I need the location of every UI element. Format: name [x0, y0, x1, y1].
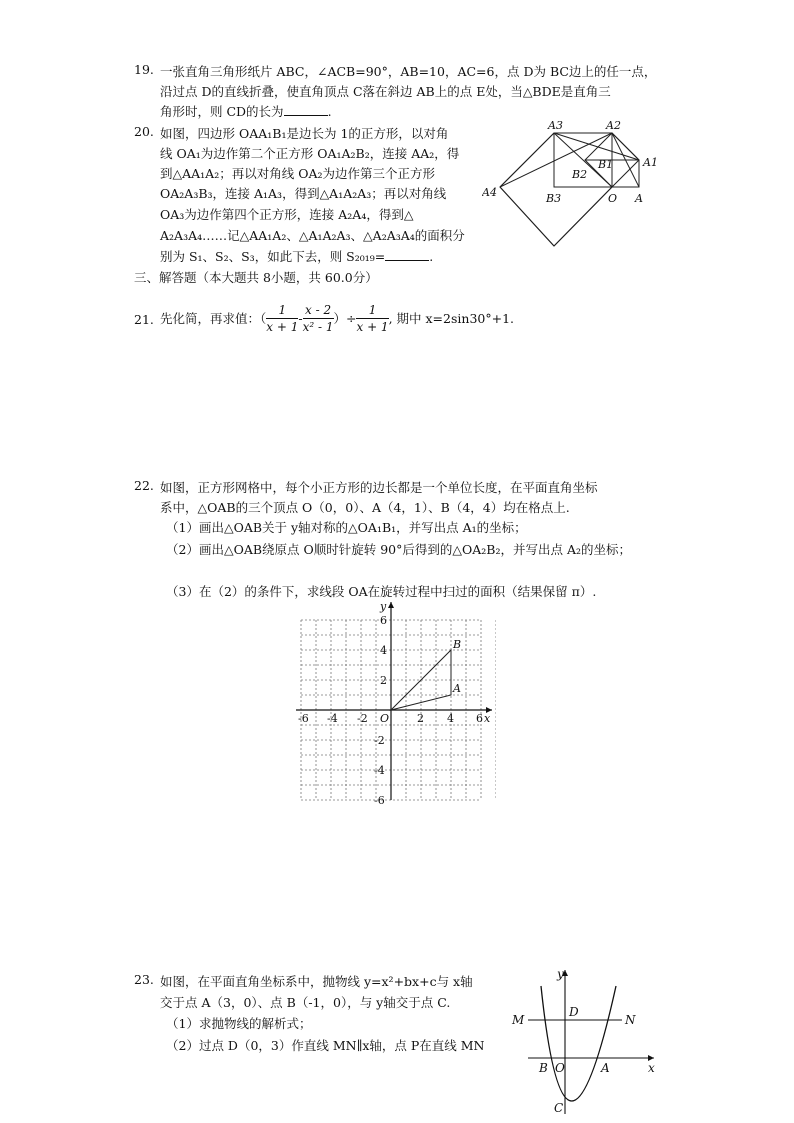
fraction-2	[303, 302, 334, 335]
x-axis-label: x	[484, 712, 491, 725]
point-B-label: B	[453, 638, 462, 651]
coordinate-grid-figure	[296, 600, 496, 804]
label-A4: A4	[482, 186, 497, 199]
question-text-line: 如图，正方形网格中，每个小正方形的边长都是一个单位长度，在平面直角坐标	[160, 480, 598, 495]
y-tick: 4	[380, 644, 387, 657]
question-number: 19.	[134, 62, 154, 77]
question-text: ）÷	[333, 311, 357, 326]
x-tick: -2	[357, 712, 368, 725]
label-O: O	[608, 192, 618, 205]
question-text-line: 交于点 A（3，0）、点 B（-1，0），与 y轴交于点 C.	[160, 995, 451, 1010]
question-text-line: OA₂A₃B₃，连接 A₁A₃，得到△A₁A₂A₃；再以对角线	[160, 186, 447, 201]
y-tick: 6	[380, 614, 387, 627]
label-B1: B1	[598, 158, 614, 171]
question-number: 20.	[134, 124, 154, 139]
question-text: 别为 S₁、S₂、S₃，如此下去，则 S₂₀₁₉=	[160, 249, 386, 264]
fraction-numerator: 1	[356, 302, 388, 319]
answer-blank[interactable]	[385, 248, 429, 261]
x-tick: -6	[298, 712, 309, 725]
question-text: .	[429, 249, 434, 264]
sub-question-2: （2）过点 D（0，3）作直线 MN∥x轴，点 P在直线 MN	[166, 1038, 485, 1053]
question-text-line: 如图，四边形 OAA₁B₁是边长为 1的正方形，以对角	[160, 126, 449, 141]
y-tick: -4	[374, 764, 385, 777]
sub-question-1: （1）求抛物线的解析式；	[166, 1016, 312, 1031]
label-B: B	[539, 1061, 548, 1075]
x-tick: 4	[447, 712, 454, 725]
segment-A3-A1	[554, 133, 639, 160]
label-A3: A3	[548, 119, 563, 132]
question-text: , 期中 x=2sin30°+1.	[388, 311, 514, 326]
x-tick: 2	[417, 712, 424, 725]
fraction-numerator: 1	[266, 302, 298, 319]
question-text: 角形时，则 CD的长为	[160, 104, 284, 119]
label-D: D	[569, 1005, 579, 1019]
question-number: 21.	[134, 312, 154, 327]
section-heading: 三、解答题（本大题共 8小题，共 60.0分）	[134, 270, 378, 285]
sub-question-2: （2）画出△OAB绕原点 O顺时针旋转 90°后得到的△OA₂B₂，并写出点 A₂的坐标；	[166, 542, 631, 557]
label-C: C	[554, 1101, 564, 1115]
label-N: N	[625, 1013, 636, 1027]
label-B3: B3	[546, 192, 562, 205]
y-axis-arrow-icon	[388, 602, 394, 608]
parabola-figure	[508, 966, 658, 1116]
question-text-line: 到△AA₁A₂；再以对角线 OA₂为边作第三个正方形	[160, 166, 435, 181]
question-text: 先化简，再求值：（	[160, 311, 267, 326]
origin-label: O	[380, 712, 390, 725]
question-text-line: 线 OA₁为边作第二个正方形 OA₁A₂B₂，连接 AA₂，得	[160, 146, 460, 161]
x-axis-label: x	[648, 1061, 655, 1075]
label-O: O	[555, 1061, 565, 1075]
y-axis-label: y	[557, 967, 564, 981]
fraction-3	[356, 302, 388, 335]
label-M: M	[512, 1013, 525, 1027]
question-text-line	[160, 247, 433, 267]
question-text-line: OA₃为边作第四个正方形，连接 A₂A₄，得到△	[160, 207, 414, 222]
question-number: 23.	[134, 972, 154, 987]
label-A: A	[635, 192, 643, 205]
label-B2: B2	[572, 168, 588, 181]
fraction-denominator: x² - 1	[302, 319, 334, 334]
question-text-line: 系中，△OAB的三个顶点 O（0，0）、A（4，1）、B（4，4）均在格点上.	[160, 500, 570, 515]
answer-blank[interactable]	[284, 103, 328, 116]
y-tick: 2	[380, 674, 387, 687]
fraction-denominator: x + 1	[356, 319, 389, 334]
y-tick: -6	[374, 794, 385, 804]
y-axis-label: y	[380, 600, 387, 613]
question-expression	[160, 290, 514, 346]
question-text-line	[160, 102, 332, 122]
x-tick: 6	[476, 712, 483, 725]
x-tick: -4	[327, 712, 338, 725]
question-text-line: A₂A₃A₄……记△AA₁A₂、△A₁A₂A₃、△A₂A₃A₄的面积分	[160, 228, 465, 243]
parabola-curve	[541, 986, 616, 1101]
question-text-line: 如图，在平面直角坐标系中，抛物线 y=x²+bx+c与 x轴	[160, 974, 473, 989]
point-A-label: A	[453, 682, 461, 695]
sub-question-3: （3）在（2）的条件下，求线段 OA在旋转过程中扫过的面积（结果保留 π）.	[166, 584, 597, 599]
question-text-line: 沿过点 D的直线折叠，使直角顶点 C落在斜边 AB上的点 E处，当△BDE是直角三	[160, 84, 611, 99]
label-A1: A1	[643, 156, 658, 169]
label-A2: A2	[606, 119, 621, 132]
question-number: 22.	[134, 478, 154, 493]
question-text-line: 一张直角三角形纸片 ABC，∠ACB=90°，AB=10，AC=6，点 D为 BC边上的任一点，	[160, 64, 657, 79]
y-tick: -2	[374, 734, 385, 747]
fraction-1	[266, 302, 298, 335]
nested-squares-figure	[482, 118, 662, 258]
operator: -	[298, 310, 303, 326]
label-A: A	[601, 1061, 610, 1075]
fraction-numerator: x - 2	[303, 302, 334, 319]
question-text: .	[327, 104, 332, 119]
sub-question-1: （1）画出△OAB关于 y轴对称的△OA₁B₁，并写出点 A₁的坐标；	[166, 520, 527, 535]
fraction-denominator: x + 1	[266, 319, 299, 334]
